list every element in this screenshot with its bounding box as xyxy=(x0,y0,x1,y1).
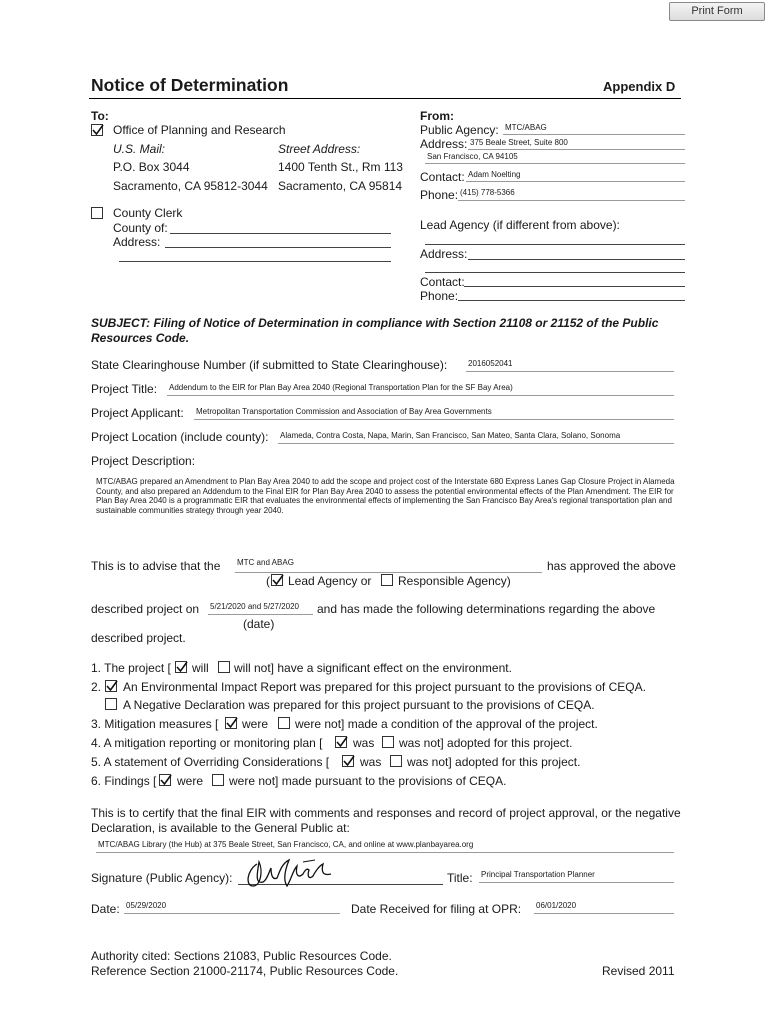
street-line-1: 1400 Tenth St., Rm 113 xyxy=(278,160,403,174)
lead-contact-field[interactable] xyxy=(464,286,685,287)
findings-were-checkbox[interactable] xyxy=(159,774,171,786)
responsible-agency-option: Responsible Agency) xyxy=(398,574,511,588)
certify-text: This is to certify that the final EIR with comments and responses and record of project approval, or the negative Declaration, is available to the General Public at: xyxy=(91,806,681,835)
check-icon xyxy=(105,679,119,693)
determination-1-opt2: will not] have a significant effect on the environment. xyxy=(234,661,512,675)
county-clerk-checkbox[interactable] xyxy=(91,207,103,219)
determination-4-prefix: 4. A mitigation reporting or monitoring plan [ xyxy=(91,736,323,750)
signature-label: Signature (Public Agency): xyxy=(91,871,233,885)
lead-phone-field[interactable] xyxy=(458,300,685,301)
county-address-field[interactable] xyxy=(165,247,391,248)
from-address-field[interactable]: 375 Beale Street, Suite 800 xyxy=(468,137,685,150)
advise-prefix: This is to advise that the xyxy=(91,559,221,573)
public-agency-field[interactable]: MTC/ABAG xyxy=(503,122,685,135)
determination-1-will-not-checkbox[interactable] xyxy=(218,661,230,673)
county-clerk-label: County Clerk xyxy=(113,206,183,220)
mail-line-1: P.O. Box 3044 xyxy=(113,160,190,174)
county-of-field[interactable] xyxy=(170,233,391,234)
us-mail-label: U.S. Mail: xyxy=(113,142,166,156)
from-phone-field[interactable]: (415) 778-5366 xyxy=(458,187,685,201)
determination-6-prefix: 6. Findings [ xyxy=(91,774,157,788)
page-title: Notice of Determination xyxy=(91,75,289,95)
check-icon xyxy=(159,773,173,787)
described-end: described project. xyxy=(91,631,186,645)
received-label: Date Received for filing at OPR: xyxy=(351,902,522,916)
determination-1-opt1: will xyxy=(192,661,209,675)
sch-field[interactable]: 2016052041 xyxy=(466,358,674,372)
subject-heading: SUBJECT: Filing of Notice of Determination in compliance with Section 21108 or 21152 of the Public Resources Code. xyxy=(91,316,659,345)
date-field[interactable]: 05/29/2020 xyxy=(124,900,340,914)
eir-checkbox[interactable] xyxy=(105,680,117,692)
received-date-field[interactable]: 06/01/2020 xyxy=(534,900,674,914)
responsible-agency-checkbox[interactable] xyxy=(381,574,393,586)
monitoring-was-checkbox[interactable] xyxy=(335,736,347,748)
from-phone-label: Phone: xyxy=(420,188,459,202)
determination-3-opt1: were xyxy=(242,717,269,731)
opr-checkbox[interactable] xyxy=(91,124,103,136)
signature-image xyxy=(243,856,335,892)
description-text[interactable]: MTC/ABAG prepared an Amendment to Plan Bay Area 2040 to add the scope and project cost of the Interstate 680 Express Lanes Gap Closure Project in Alameda County, and also prepared an Addendum to the Final EIR for Plan Bay Area 2040 to assess the potential environmental effects of the Plan Amendment. The EIR for Plan Bay Area 2040 is a programmatic EIR that evaluates the environmental effects of implementing the San Francisco Bay Area's regional transportation plan and sustainable communities strategy through year 2040. xyxy=(96,477,675,515)
determination-1-prefix: 1. The project [ xyxy=(91,661,171,675)
to-label: To: xyxy=(91,109,109,123)
determination-6-opt2: were not] made pursuant to the provisions of CEQA. xyxy=(229,774,507,788)
lead-agency-field[interactable] xyxy=(425,244,685,245)
county-address-label: Address: xyxy=(113,235,161,249)
lead-phone-label: Phone: xyxy=(420,289,459,303)
determination-6-opt1: were xyxy=(177,774,204,788)
opr-label: Office of Planning and Research xyxy=(113,123,286,137)
lead-agency-option: Lead Agency or xyxy=(288,574,372,588)
advise-agency-field[interactable]: MTC and ABAG xyxy=(235,557,542,573)
street-address-label: Street Address: xyxy=(278,142,361,156)
check-icon xyxy=(91,123,105,137)
check-icon xyxy=(225,716,239,730)
authority-cited: Authority cited: Sections 21083, Public Resources Code. xyxy=(91,949,392,963)
from-contact-label: Contact: xyxy=(420,170,465,184)
reference-section: Reference Section 21000-21174, Public Resources Code. xyxy=(91,964,399,978)
public-location-field[interactable]: MTC/ABAG Library (the Hub) at 375 Beale Street, San Francisco, CA, and online at www.planbayarea.org xyxy=(96,839,674,853)
county-of-label: County of: xyxy=(113,221,168,235)
from-address-label: Address: xyxy=(420,137,468,151)
applicant-label: Project Applicant: xyxy=(91,406,184,420)
determination-3-opt2: were not] made a condition of the approval of the project. xyxy=(295,717,598,731)
negative-declaration-checkbox[interactable] xyxy=(105,698,117,710)
check-icon xyxy=(175,660,189,674)
mitigation-were-checkbox[interactable] xyxy=(225,717,237,729)
location-label: Project Location (include county): xyxy=(91,430,269,444)
applicant-field[interactable]: Metropolitan Transportation Commission and Association of Bay Area Governments xyxy=(194,406,674,420)
appendix-label: Appendix D xyxy=(603,79,676,94)
street-line-2: Sacramento, CA 95814 xyxy=(278,179,403,193)
sch-label: State Clearinghouse Number (if submitted to State Clearinghouse): xyxy=(91,358,448,372)
mitigation-were-not-checkbox[interactable] xyxy=(278,717,290,729)
lead-address-field[interactable] xyxy=(468,259,685,260)
check-icon xyxy=(271,573,285,587)
date-label: Date: xyxy=(91,902,120,916)
lead-agency-label: Lead Agency (if different from above): xyxy=(420,218,620,232)
location-field[interactable]: Alameda, Contra Costa, Napa, Marin, San Francisco, San Mateo, Santa Clara, Solano, Sonoma xyxy=(278,430,674,444)
revised-label: Revised 2011 xyxy=(602,964,675,978)
overriding-was-checkbox[interactable] xyxy=(342,755,354,767)
approval-date-field[interactable]: 5/21/2020 and 5/27/2020 xyxy=(208,601,313,615)
print-form-button[interactable]: Print Form xyxy=(669,2,765,21)
lead-agency-checkbox[interactable] xyxy=(271,574,283,586)
from-contact-field[interactable]: Adam Noelting xyxy=(466,169,685,182)
described-suffix: and has made the following determinations regarding the above xyxy=(317,602,656,616)
project-title-field[interactable]: Addendum to the EIR for Plan Bay Area 2040 (Regional Transportation Plan for the SF Bay Area) xyxy=(167,382,674,396)
from-label: From: xyxy=(420,109,454,123)
findings-were-not-checkbox[interactable] xyxy=(212,774,224,786)
title-label: Title: xyxy=(447,871,473,885)
determination-4-opt2: was not] adopted for this project. xyxy=(399,736,573,750)
county-address-field-2[interactable] xyxy=(119,261,391,262)
project-title-label: Project Title: xyxy=(91,382,158,396)
title-field[interactable]: Principal Transportation Planner xyxy=(479,869,674,883)
check-icon xyxy=(342,754,356,768)
date-caption: (date) xyxy=(243,617,275,631)
monitoring-was-not-checkbox[interactable] xyxy=(382,736,394,748)
described-prefix: described project on xyxy=(91,602,200,616)
from-address-field-2[interactable]: San Francisco, CA 94105 xyxy=(425,151,685,164)
description-label: Project Description: xyxy=(91,454,196,468)
lead-address-label: Address: xyxy=(420,247,468,261)
lead-contact-label: Contact: xyxy=(420,275,465,289)
paren-open: ( xyxy=(266,574,270,588)
determination-3-prefix: 3. Mitigation measures [ xyxy=(91,717,219,731)
lead-address-field-2[interactable] xyxy=(425,272,685,273)
negative-declaration-option: A Negative Declaration was prepared for this project pursuant to the provisions of CEQA. xyxy=(123,698,595,712)
determination-2-prefix: 2. xyxy=(91,680,102,694)
determination-1-will-checkbox[interactable] xyxy=(175,661,187,673)
check-icon xyxy=(335,735,349,749)
determination-5-opt1: was xyxy=(360,755,382,769)
header-rule xyxy=(89,98,681,99)
determination-4-opt1: was xyxy=(353,736,375,750)
advise-suffix: has approved the above xyxy=(547,559,676,573)
public-agency-label: Public Agency: xyxy=(420,123,499,137)
overriding-was-not-checkbox[interactable] xyxy=(390,755,402,767)
mail-line-2: Sacramento, CA 95812-3044 xyxy=(113,179,268,193)
determination-5-opt2: was not] adopted for this project. xyxy=(407,755,581,769)
determination-5-prefix: 5. A statement of Overriding Considerations [ xyxy=(91,755,330,769)
eir-option: An Environmental Impact Report was prepared for this project pursuant to the provisions of CEQA. xyxy=(123,680,646,694)
